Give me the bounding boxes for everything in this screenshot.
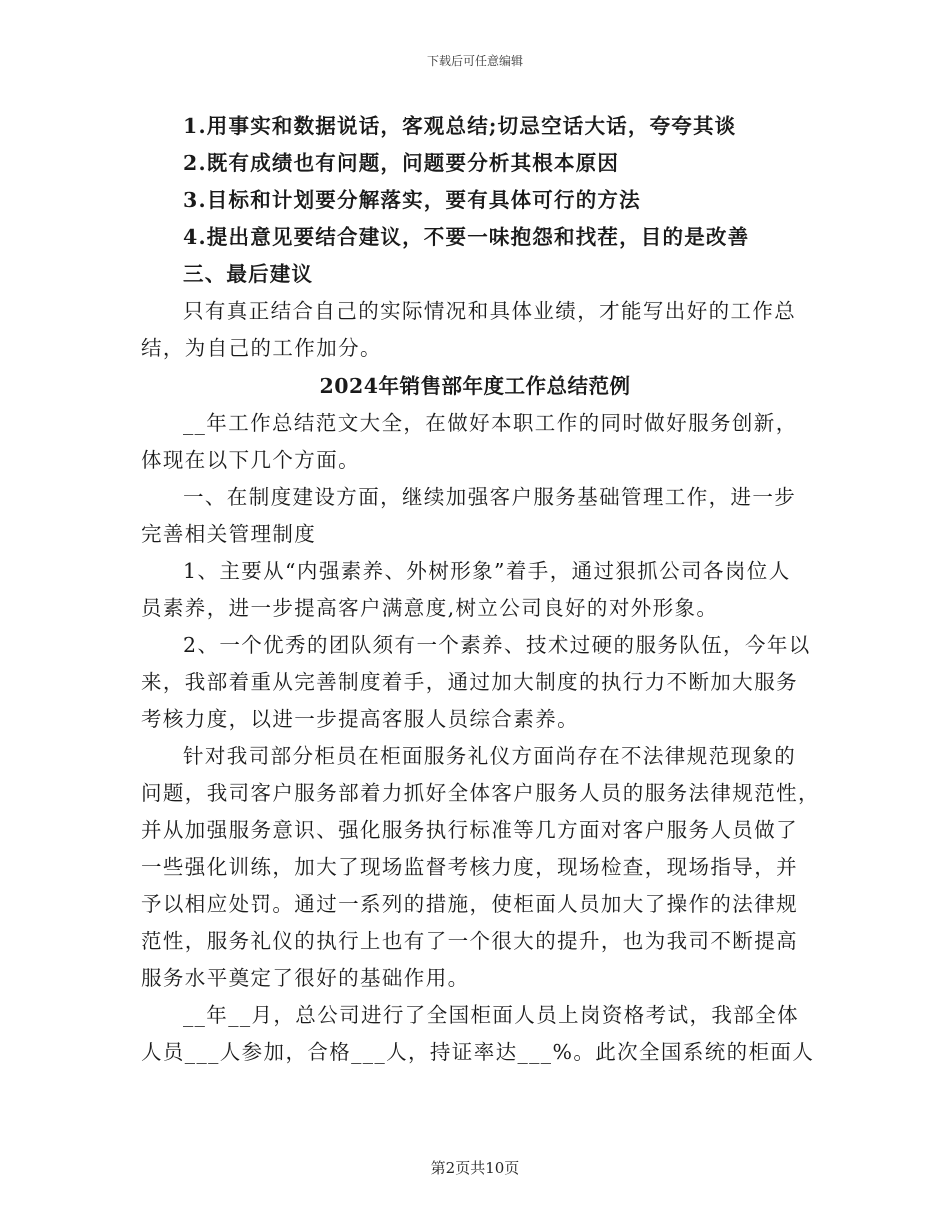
paragraph-line: 一些强化训练，加大了现场监督考核力度，现场检查，现场指导，并 (141, 855, 798, 879)
paragraph-line: 予以相应处罚。通过一系列的措施，使柜面人员加大了操作的法律规 (141, 892, 798, 916)
paragraph-line: __年__月，总公司进行了全国柜面人员上岗资格考试，我部全体 (183, 1003, 799, 1027)
document-title: 2024年销售部年度工作总结范例 (319, 374, 631, 398)
paragraph-line: __年工作总结范文大全，在做好本职工作的同时做好服务创新， (183, 411, 798, 435)
list-item-3: 3.目标和计划要分解落实，要有具体可行的方法 (183, 188, 641, 212)
paragraph-line: 服务水平奠定了很好的基础作用。 (141, 966, 470, 990)
paragraph-line: 1、主要从“内强素养、外树形象”着手，通过狠抓公司各岗位人 (183, 559, 791, 583)
paragraph-line: 2、一个优秀的团队须有一个素养、技术过硬的服务队伍，今年以 (183, 633, 811, 657)
paragraph-line: 来，我部着重从完善制度着手，通过加大制度的执行力不断加大服务 (141, 670, 798, 694)
document-body (141, 108, 820, 1071)
list-item-1: 1.用事实和数据说话，客观总结;切忌空话大话，夸夸其谈 (183, 114, 737, 138)
paragraph-line: 问题，我司客户服务部着力抓好全体客户服务人员的服务法律规范性， (141, 781, 820, 805)
paragraph-line: 完善相关管理制度 (141, 522, 317, 546)
paragraph-line: 范性，服务礼仪的执行上也有了一个很大的提升，也为我司不断提高 (141, 929, 798, 953)
page-header: 下载后可任意编辑 (426, 54, 523, 68)
paragraph-line: 结，为自己的工作加分。 (141, 336, 382, 360)
list-item-4: 4.提出意见要结合建议，不要一味抱怨和找茬，目的是改善 (183, 225, 750, 249)
paragraph-line: 体现在以下几个方面。 (141, 448, 360, 472)
paragraph-line: 人员___人参加，合格___人，持证率达___%。此次全国系统的柜面人 (141, 1040, 815, 1064)
paragraph-line: 考核力度，以进一步提高客服人员综合素养。 (141, 707, 579, 731)
paragraph-line: 一、在制度建设方面，继续加强客户服务基础管理工作，进一步 (183, 485, 797, 509)
paragraph-line: 针对我司部分柜员在柜面服务礼仪方面尚存在不法律规范现象的 (183, 744, 797, 768)
paragraph-line: 只有真正结合自己的实际情况和具体业绩，才能写出好的工作总 (183, 299, 797, 323)
page-number: 第2页共10页 (430, 1159, 520, 1177)
list-item-2: 2.既有成绩也有问题，问题要分析其根本原因 (183, 151, 620, 175)
section-heading: 三、最后建议 (183, 262, 314, 286)
paragraph-line: 并从加强服务意识、强化服务执行标准等几方面对客户服务人员做了 (141, 818, 798, 842)
paragraph-line: 员素养，进一步提高客户满意度,树立公司良好的对外形象。 (141, 596, 719, 620)
